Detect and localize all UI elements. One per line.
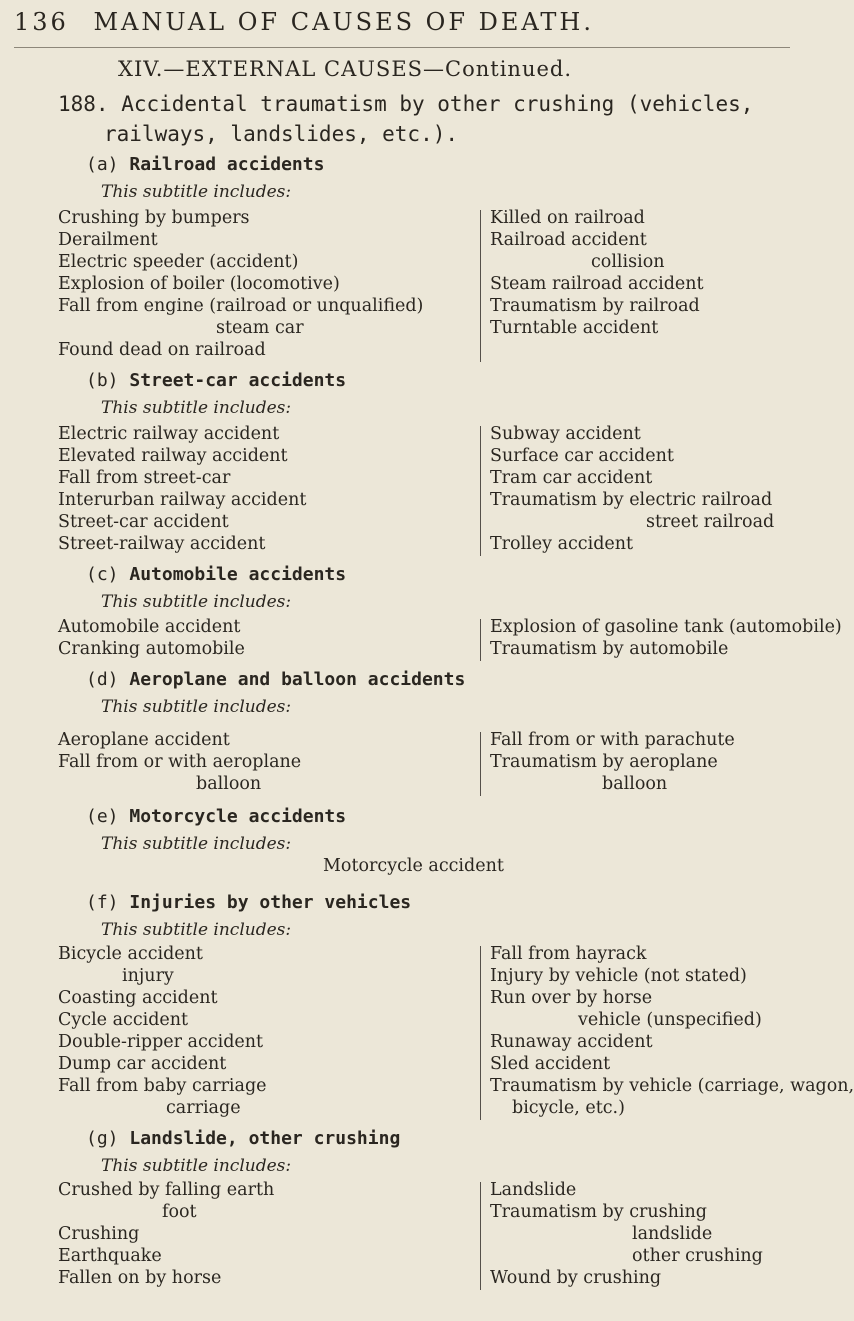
list-item: Fall from street-car (58, 468, 231, 488)
list-item: Landslide (490, 1180, 577, 1200)
list-item: Cycle accident (58, 1010, 189, 1030)
list-item: Elevated railway accident (58, 446, 288, 466)
list-item: Railroad accident (490, 230, 647, 250)
subsection-g-heading (86, 1128, 400, 1149)
list-item: Traumatism by automobile (490, 639, 729, 659)
list-item: Motorcycle accident (323, 856, 504, 876)
chapter-heading: XIV.—EXTERNAL CAUSES—Continued. (118, 57, 573, 81)
subsection-letter: (c) (86, 564, 119, 585)
list-item: Injury by vehicle (not stated) (490, 966, 747, 986)
list-item: Automobile accident (58, 617, 241, 637)
list-item: Coasting accident (58, 988, 218, 1008)
list-item: Electric speeder (accident) (58, 252, 299, 272)
list-item: injury (122, 966, 174, 986)
subsection-title: Street-car accidents (129, 370, 347, 391)
list-item: Derailment (58, 230, 158, 250)
subsection-title: Automobile accidents (129, 564, 347, 585)
list-item: Traumatism by railroad (490, 296, 700, 316)
list-item: Fall from or with aeroplane (58, 752, 302, 772)
list-item: Wound by crushing (490, 1268, 662, 1288)
list-item: Crushed by falling earth (58, 1180, 275, 1200)
list-item: other crushing (632, 1246, 763, 1266)
subsection-title: Injuries by other vehicles (129, 892, 412, 913)
subsection-letter: (e) (86, 806, 119, 827)
list-item: Sled accident (490, 1054, 611, 1074)
column-divider (480, 210, 481, 362)
subsection-title: Aeroplane and balloon accidents (129, 669, 466, 690)
list-item: Aeroplane accident (58, 730, 230, 750)
list-item: balloon (602, 774, 668, 794)
list-item: Explosion of boiler (locomotive) (58, 274, 340, 294)
list-item: Trolley accident (490, 534, 634, 554)
list-item: Fallen on by horse (58, 1268, 222, 1288)
subsection-title: Landslide, other crushing (129, 1128, 401, 1149)
subsection-b-heading (86, 370, 346, 391)
column-divider (480, 1182, 481, 1290)
column-divider (480, 732, 481, 796)
list-item: Double-ripper accident (58, 1032, 264, 1052)
includes-label: This subtitle includes: (101, 1156, 292, 1176)
section-188-title-line2: railways, landslides, etc.). (104, 122, 459, 146)
includes-label: This subtitle includes: (101, 834, 292, 854)
list-item: Killed on railroad (490, 208, 645, 228)
running-head (14, 8, 794, 36)
list-item: Explosion of gasoline tank (automobile) (490, 617, 842, 637)
subsection-letter: (f) (86, 892, 119, 913)
list-item: Fall from engine (railroad or unqualified) (58, 296, 424, 316)
subsection-f-heading (86, 892, 411, 913)
list-item: Cranking automobile (58, 639, 245, 659)
list-item: Surface car accident (490, 446, 674, 466)
header-rule (14, 47, 790, 48)
subsection-e-heading (86, 806, 346, 827)
list-item: steam car (216, 318, 304, 338)
subsection-letter: (b) (86, 370, 119, 391)
list-item: Traumatism by vehicle (carriage, wagon, (490, 1076, 854, 1096)
subsection-letter: (a) (86, 154, 119, 175)
list-item: Traumatism by electric railroad (490, 490, 773, 510)
list-item: Found dead on railroad (58, 340, 266, 360)
list-item: Dump car accident (58, 1054, 227, 1074)
subsection-a-heading (86, 154, 324, 175)
subsection-title: Motorcycle accidents (129, 806, 347, 827)
page-number: 136 (14, 8, 69, 36)
list-item: Fall from or with parachute (490, 730, 735, 750)
running-title: MANUAL OF CAUSES OF DEATH. (93, 8, 594, 36)
list-item: carriage (166, 1098, 241, 1118)
list-item: Turntable accident (490, 318, 659, 338)
includes-label: This subtitle includes: (101, 697, 292, 717)
subsection-c-heading (86, 564, 346, 585)
list-item: foot (162, 1202, 197, 1222)
list-item: bicycle, etc.) (512, 1098, 625, 1118)
list-item: Steam railroad accident (490, 274, 704, 294)
column-divider (480, 426, 481, 556)
includes-label: This subtitle includes: (101, 920, 292, 940)
list-item: Street-car accident (58, 512, 229, 532)
includes-label: This subtitle includes: (101, 182, 292, 202)
subsection-letter: (g) (86, 1128, 119, 1149)
list-item: Fall from hayrack (490, 944, 647, 964)
list-item: Earthquake (58, 1246, 162, 1266)
list-item: street railroad (646, 512, 775, 532)
subsection-title: Railroad accidents (129, 154, 325, 175)
subsection-d-heading (86, 669, 465, 690)
list-item: Tram car accident (490, 468, 653, 488)
list-item: Fall from baby carriage (58, 1076, 267, 1096)
list-item: Crushing (58, 1224, 140, 1244)
includes-label: This subtitle includes: (101, 398, 292, 418)
list-item: Crushing by bumpers (58, 208, 250, 228)
list-item: landslide (632, 1224, 713, 1244)
includes-label: This subtitle includes: (101, 592, 292, 612)
list-item: Bicycle accident (58, 944, 203, 964)
subsection-letter: (d) (86, 669, 119, 690)
list-item: Electric railway accident (58, 424, 280, 444)
column-divider (480, 946, 481, 1120)
list-item: Interurban railway accident (58, 490, 307, 510)
list-item: Street-railway accident (58, 534, 266, 554)
list-item: Traumatism by crushing (490, 1202, 707, 1222)
list-item: Traumatism by aeroplane (490, 752, 718, 772)
section-188-title-line1: 188. Accidental traumatism by other crushing (vehicles, (58, 92, 754, 116)
list-item: Run over by horse (490, 988, 653, 1008)
column-divider (480, 619, 481, 661)
list-item: vehicle (unspecified) (578, 1010, 762, 1030)
list-item: Subway accident (490, 424, 641, 444)
list-item: Runaway accident (490, 1032, 653, 1052)
list-item: balloon (196, 774, 262, 794)
list-item: collision (591, 252, 665, 272)
